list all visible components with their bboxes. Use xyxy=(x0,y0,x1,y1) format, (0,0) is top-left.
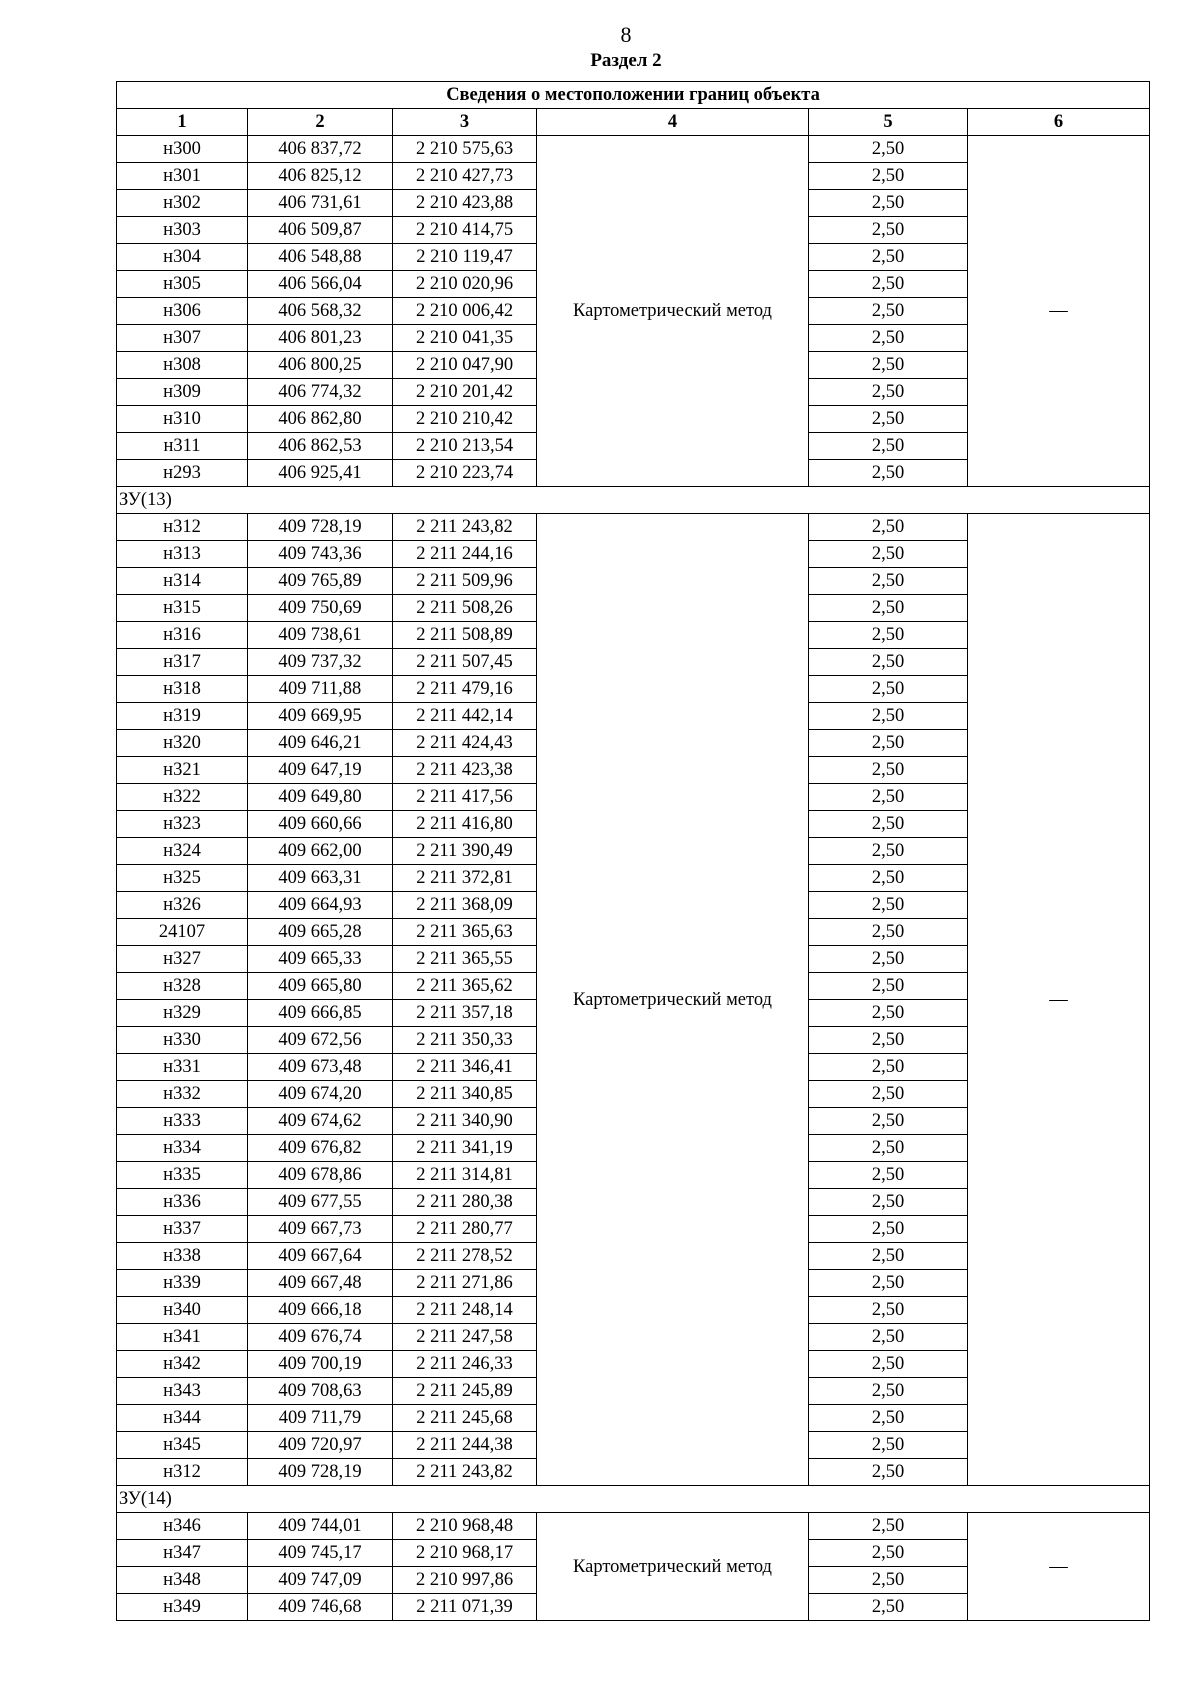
y-coordinate-cell: 2 211 243,82 xyxy=(393,1459,537,1486)
point-name-cell: н319 xyxy=(117,703,248,730)
column-header: 3 xyxy=(393,109,537,136)
point-name-cell: н330 xyxy=(117,1027,248,1054)
x-coordinate-cell: 406 509,87 xyxy=(248,217,393,244)
x-coordinate-cell: 409 665,28 xyxy=(248,919,393,946)
y-coordinate-cell: 2 210 968,48 xyxy=(393,1513,537,1540)
x-coordinate-cell: 409 647,19 xyxy=(248,757,393,784)
y-coordinate-cell: 2 211 424,43 xyxy=(393,730,537,757)
x-coordinate-cell: 409 649,80 xyxy=(248,784,393,811)
accuracy-cell: 2,50 xyxy=(809,676,968,703)
y-coordinate-cell: 2 211 346,41 xyxy=(393,1054,537,1081)
point-name-cell: н300 xyxy=(117,136,248,163)
accuracy-cell: 2,50 xyxy=(809,946,968,973)
accuracy-cell: 2,50 xyxy=(809,1027,968,1054)
method-cell: Картометрический метод xyxy=(537,136,809,487)
x-coordinate-cell: 406 862,53 xyxy=(248,433,393,460)
accuracy-cell: 2,50 xyxy=(809,190,968,217)
x-coordinate-cell: 409 667,64 xyxy=(248,1243,393,1270)
accuracy-cell: 2,50 xyxy=(809,1567,968,1594)
x-coordinate-cell: 409 678,86 xyxy=(248,1162,393,1189)
method-cell: Картометрический метод xyxy=(537,1513,809,1621)
column-header: 1 xyxy=(117,109,248,136)
section-title: Раздел 2 xyxy=(590,50,662,71)
point-name-cell: н326 xyxy=(117,892,248,919)
point-name-cell: н318 xyxy=(117,676,248,703)
group-label-row xyxy=(117,1486,1150,1513)
x-coordinate-cell: 409 667,73 xyxy=(248,1216,393,1243)
point-name-cell: н301 xyxy=(117,163,248,190)
accuracy-cell: 2,50 xyxy=(809,1378,968,1405)
y-coordinate-cell: 2 211 247,58 xyxy=(393,1324,537,1351)
point-name-cell: н313 xyxy=(117,541,248,568)
y-coordinate-cell: 2 210 047,90 xyxy=(393,352,537,379)
point-name-cell: н333 xyxy=(117,1108,248,1135)
group-label: ЗУ(14) xyxy=(117,1486,1150,1513)
accuracy-cell: 2,50 xyxy=(809,217,968,244)
x-coordinate-cell: 409 673,48 xyxy=(248,1054,393,1081)
accuracy-cell: 2,50 xyxy=(809,649,968,676)
accuracy-cell: 2,50 xyxy=(809,1000,968,1027)
x-coordinate-cell: 409 737,32 xyxy=(248,649,393,676)
accuracy-cell: 2,50 xyxy=(809,811,968,838)
accuracy-cell: 2,50 xyxy=(809,1513,968,1540)
y-coordinate-cell: 2 211 243,82 xyxy=(393,514,537,541)
x-coordinate-cell: 409 677,55 xyxy=(248,1189,393,1216)
y-coordinate-cell: 2 211 479,16 xyxy=(393,676,537,703)
x-coordinate-cell: 409 667,48 xyxy=(248,1270,393,1297)
accuracy-cell: 2,50 xyxy=(809,703,968,730)
point-name-cell: н338 xyxy=(117,1243,248,1270)
x-coordinate-cell: 409 744,01 xyxy=(248,1513,393,1540)
point-name-cell: н317 xyxy=(117,649,248,676)
point-name-cell: н308 xyxy=(117,352,248,379)
x-coordinate-cell: 409 728,19 xyxy=(248,514,393,541)
point-name-cell: н343 xyxy=(117,1378,248,1405)
y-coordinate-cell: 2 211 508,89 xyxy=(393,622,537,649)
x-coordinate-cell: 406 731,61 xyxy=(248,190,393,217)
point-name-cell: н331 xyxy=(117,1054,248,1081)
point-name-cell: н307 xyxy=(117,325,248,352)
y-coordinate-cell: 2 211 508,26 xyxy=(393,595,537,622)
accuracy-cell: 2,50 xyxy=(809,460,968,487)
point-name-cell: н309 xyxy=(117,379,248,406)
table-row xyxy=(117,136,1150,163)
accuracy-cell: 2,50 xyxy=(809,892,968,919)
accuracy-cell: 2,50 xyxy=(809,244,968,271)
accuracy-cell: 2,50 xyxy=(809,568,968,595)
y-coordinate-cell: 2 210 210,42 xyxy=(393,406,537,433)
accuracy-cell: 2,50 xyxy=(809,1162,968,1189)
column-header: 2 xyxy=(248,109,393,136)
x-coordinate-cell: 409 738,61 xyxy=(248,622,393,649)
y-coordinate-cell: 2 211 350,33 xyxy=(393,1027,537,1054)
y-coordinate-cell: 2 211 280,77 xyxy=(393,1216,537,1243)
accuracy-cell: 2,50 xyxy=(809,919,968,946)
point-name-cell: н344 xyxy=(117,1405,248,1432)
group-label: ЗУ(13) xyxy=(117,487,1150,514)
y-coordinate-cell: 2 210 997,86 xyxy=(393,1567,537,1594)
point-name-cell: н305 xyxy=(117,271,248,298)
accuracy-cell: 2,50 xyxy=(809,379,968,406)
point-name-cell: н340 xyxy=(117,1297,248,1324)
column-header: 5 xyxy=(809,109,968,136)
accuracy-cell: 2,50 xyxy=(809,1594,968,1621)
x-coordinate-cell: 409 662,00 xyxy=(248,838,393,865)
accuracy-cell: 2,50 xyxy=(809,406,968,433)
point-name-cell: н314 xyxy=(117,568,248,595)
x-coordinate-cell: 406 548,88 xyxy=(248,244,393,271)
y-coordinate-cell: 2 211 246,33 xyxy=(393,1351,537,1378)
description-cell: — xyxy=(968,1513,1150,1621)
y-coordinate-cell: 2 210 213,54 xyxy=(393,433,537,460)
x-coordinate-cell: 409 711,79 xyxy=(248,1405,393,1432)
accuracy-cell: 2,50 xyxy=(809,838,968,865)
point-name-cell: н325 xyxy=(117,865,248,892)
y-coordinate-cell: 2 211 314,81 xyxy=(393,1162,537,1189)
x-coordinate-cell: 409 660,66 xyxy=(248,811,393,838)
y-coordinate-cell: 2 210 414,75 xyxy=(393,217,537,244)
accuracy-cell: 2,50 xyxy=(809,325,968,352)
point-name-cell: н328 xyxy=(117,973,248,1000)
y-coordinate-cell: 2 211 390,49 xyxy=(393,838,537,865)
description-cell: — xyxy=(968,136,1150,487)
y-coordinate-cell: 2 211 417,56 xyxy=(393,784,537,811)
x-coordinate-cell: 406 862,80 xyxy=(248,406,393,433)
y-coordinate-cell: 2 211 248,14 xyxy=(393,1297,537,1324)
point-name-cell: н306 xyxy=(117,298,248,325)
x-coordinate-cell: 406 925,41 xyxy=(248,460,393,487)
accuracy-cell: 2,50 xyxy=(809,730,968,757)
point-name-cell: н329 xyxy=(117,1000,248,1027)
y-coordinate-cell: 2 211 357,18 xyxy=(393,1000,537,1027)
boundary-coordinates-table xyxy=(116,81,1150,1621)
point-name-cell: н320 xyxy=(117,730,248,757)
x-coordinate-cell: 409 745,17 xyxy=(248,1540,393,1567)
point-name-cell: н335 xyxy=(117,1162,248,1189)
x-coordinate-cell: 409 666,18 xyxy=(248,1297,393,1324)
accuracy-cell: 2,50 xyxy=(809,1135,968,1162)
y-coordinate-cell: 2 211 423,38 xyxy=(393,757,537,784)
column-header: 4 xyxy=(537,109,809,136)
x-coordinate-cell: 409 666,85 xyxy=(248,1000,393,1027)
x-coordinate-cell: 409 700,19 xyxy=(248,1351,393,1378)
accuracy-cell: 2,50 xyxy=(809,352,968,379)
y-coordinate-cell: 2 211 507,45 xyxy=(393,649,537,676)
accuracy-cell: 2,50 xyxy=(809,865,968,892)
point-name-cell: н342 xyxy=(117,1351,248,1378)
accuracy-cell: 2,50 xyxy=(809,757,968,784)
y-coordinate-cell: 2 211 244,38 xyxy=(393,1432,537,1459)
point-name-cell: н336 xyxy=(117,1189,248,1216)
x-coordinate-cell: 409 720,97 xyxy=(248,1432,393,1459)
x-coordinate-cell: 406 800,25 xyxy=(248,352,393,379)
x-coordinate-cell: 409 746,68 xyxy=(248,1594,393,1621)
y-coordinate-cell: 2 211 368,09 xyxy=(393,892,537,919)
point-name-cell: н332 xyxy=(117,1081,248,1108)
x-coordinate-cell: 409 672,56 xyxy=(248,1027,393,1054)
point-name-cell: н312 xyxy=(117,1459,248,1486)
point-name-cell: н311 xyxy=(117,433,248,460)
column-header: 6 xyxy=(968,109,1150,136)
y-coordinate-cell: 2 210 119,47 xyxy=(393,244,537,271)
y-coordinate-cell: 2 211 365,62 xyxy=(393,973,537,1000)
y-coordinate-cell: 2 210 575,63 xyxy=(393,136,537,163)
table-caption-row xyxy=(117,82,1150,109)
point-name-cell: н323 xyxy=(117,811,248,838)
method-cell: Картометрический метод xyxy=(537,514,809,1486)
table-header-row xyxy=(117,109,1150,136)
x-coordinate-cell: 409 765,89 xyxy=(248,568,393,595)
y-coordinate-cell: 2 211 509,96 xyxy=(393,568,537,595)
x-coordinate-cell: 409 728,19 xyxy=(248,1459,393,1486)
table-caption: Сведения о местоположении границ объекта xyxy=(117,82,1150,109)
point-name-cell: н322 xyxy=(117,784,248,811)
y-coordinate-cell: 2 211 442,14 xyxy=(393,703,537,730)
y-coordinate-cell: 2 211 340,85 xyxy=(393,1081,537,1108)
accuracy-cell: 2,50 xyxy=(809,784,968,811)
x-coordinate-cell: 406 837,72 xyxy=(248,136,393,163)
accuracy-cell: 2,50 xyxy=(809,1270,968,1297)
point-name-cell: н345 xyxy=(117,1432,248,1459)
accuracy-cell: 2,50 xyxy=(809,1297,968,1324)
x-coordinate-cell: 406 825,12 xyxy=(248,163,393,190)
y-coordinate-cell: 2 211 271,86 xyxy=(393,1270,537,1297)
x-coordinate-cell: 409 747,09 xyxy=(248,1567,393,1594)
accuracy-cell: 2,50 xyxy=(809,1405,968,1432)
accuracy-cell: 2,50 xyxy=(809,1243,968,1270)
point-name-cell: н310 xyxy=(117,406,248,433)
point-name-cell: н303 xyxy=(117,217,248,244)
y-coordinate-cell: 2 211 244,16 xyxy=(393,541,537,568)
x-coordinate-cell: 409 674,62 xyxy=(248,1108,393,1135)
x-coordinate-cell: 409 669,95 xyxy=(248,703,393,730)
x-coordinate-cell: 406 568,32 xyxy=(248,298,393,325)
accuracy-cell: 2,50 xyxy=(809,973,968,1000)
point-name-cell: н339 xyxy=(117,1270,248,1297)
x-coordinate-cell: 409 663,31 xyxy=(248,865,393,892)
accuracy-cell: 2,50 xyxy=(809,433,968,460)
y-coordinate-cell: 2 210 423,88 xyxy=(393,190,537,217)
y-coordinate-cell: 2 211 245,68 xyxy=(393,1405,537,1432)
point-name-cell: н349 xyxy=(117,1594,248,1621)
x-coordinate-cell: 409 664,93 xyxy=(248,892,393,919)
accuracy-cell: 2,50 xyxy=(809,1432,968,1459)
accuracy-cell: 2,50 xyxy=(809,1081,968,1108)
accuracy-cell: 2,50 xyxy=(809,1189,968,1216)
y-coordinate-cell: 2 211 372,81 xyxy=(393,865,537,892)
table-row xyxy=(117,1513,1150,1540)
y-coordinate-cell: 2 211 340,90 xyxy=(393,1108,537,1135)
y-coordinate-cell: 2 210 201,42 xyxy=(393,379,537,406)
x-coordinate-cell: 409 708,63 xyxy=(248,1378,393,1405)
accuracy-cell: 2,50 xyxy=(809,1108,968,1135)
accuracy-cell: 2,50 xyxy=(809,514,968,541)
group-label-row xyxy=(117,487,1150,514)
point-name-cell: н348 xyxy=(117,1567,248,1594)
accuracy-cell: 2,50 xyxy=(809,298,968,325)
point-name-cell: н312 xyxy=(117,514,248,541)
y-coordinate-cell: 2 211 278,52 xyxy=(393,1243,537,1270)
point-name-cell: н337 xyxy=(117,1216,248,1243)
point-name-cell: н293 xyxy=(117,460,248,487)
x-coordinate-cell: 409 676,82 xyxy=(248,1135,393,1162)
point-name-cell: 24107 xyxy=(117,919,248,946)
point-name-cell: н341 xyxy=(117,1324,248,1351)
y-coordinate-cell: 2 211 245,89 xyxy=(393,1378,537,1405)
point-name-cell: н321 xyxy=(117,757,248,784)
accuracy-cell: 2,50 xyxy=(809,1459,968,1486)
accuracy-cell: 2,50 xyxy=(809,1054,968,1081)
x-coordinate-cell: 406 774,32 xyxy=(248,379,393,406)
x-coordinate-cell: 409 665,80 xyxy=(248,973,393,1000)
accuracy-cell: 2,50 xyxy=(809,622,968,649)
page-number: 8 xyxy=(620,22,632,47)
x-coordinate-cell: 406 801,23 xyxy=(248,325,393,352)
x-coordinate-cell: 409 743,36 xyxy=(248,541,393,568)
x-coordinate-cell: 409 646,21 xyxy=(248,730,393,757)
accuracy-cell: 2,50 xyxy=(809,595,968,622)
table-row xyxy=(117,514,1150,541)
accuracy-cell: 2,50 xyxy=(809,1351,968,1378)
accuracy-cell: 2,50 xyxy=(809,1216,968,1243)
point-name-cell: н302 xyxy=(117,190,248,217)
accuracy-cell: 2,50 xyxy=(809,136,968,163)
point-name-cell: н347 xyxy=(117,1540,248,1567)
x-coordinate-cell: 409 674,20 xyxy=(248,1081,393,1108)
point-name-cell: н316 xyxy=(117,622,248,649)
accuracy-cell: 2,50 xyxy=(809,163,968,190)
y-coordinate-cell: 2 211 365,63 xyxy=(393,919,537,946)
y-coordinate-cell: 2 211 416,80 xyxy=(393,811,537,838)
description-cell: — xyxy=(968,514,1150,1486)
point-name-cell: н346 xyxy=(117,1513,248,1540)
point-name-cell: н327 xyxy=(117,946,248,973)
y-coordinate-cell: 2 210 223,74 xyxy=(393,460,537,487)
accuracy-cell: 2,50 xyxy=(809,541,968,568)
x-coordinate-cell: 409 711,88 xyxy=(248,676,393,703)
point-name-cell: н324 xyxy=(117,838,248,865)
y-coordinate-cell: 2 210 020,96 xyxy=(393,271,537,298)
y-coordinate-cell: 2 211 280,38 xyxy=(393,1189,537,1216)
y-coordinate-cell: 2 211 341,19 xyxy=(393,1135,537,1162)
y-coordinate-cell: 2 210 427,73 xyxy=(393,163,537,190)
accuracy-cell: 2,50 xyxy=(809,271,968,298)
y-coordinate-cell: 2 210 006,42 xyxy=(393,298,537,325)
point-name-cell: н304 xyxy=(117,244,248,271)
x-coordinate-cell: 409 665,33 xyxy=(248,946,393,973)
y-coordinate-cell: 2 210 041,35 xyxy=(393,325,537,352)
x-coordinate-cell: 406 566,04 xyxy=(248,271,393,298)
x-coordinate-cell: 409 750,69 xyxy=(248,595,393,622)
y-coordinate-cell: 2 210 968,17 xyxy=(393,1540,537,1567)
point-name-cell: н315 xyxy=(117,595,248,622)
accuracy-cell: 2,50 xyxy=(809,1324,968,1351)
y-coordinate-cell: 2 211 071,39 xyxy=(393,1594,537,1621)
point-name-cell: н334 xyxy=(117,1135,248,1162)
x-coordinate-cell: 409 676,74 xyxy=(248,1324,393,1351)
accuracy-cell: 2,50 xyxy=(809,1540,968,1567)
y-coordinate-cell: 2 211 365,55 xyxy=(393,946,537,973)
